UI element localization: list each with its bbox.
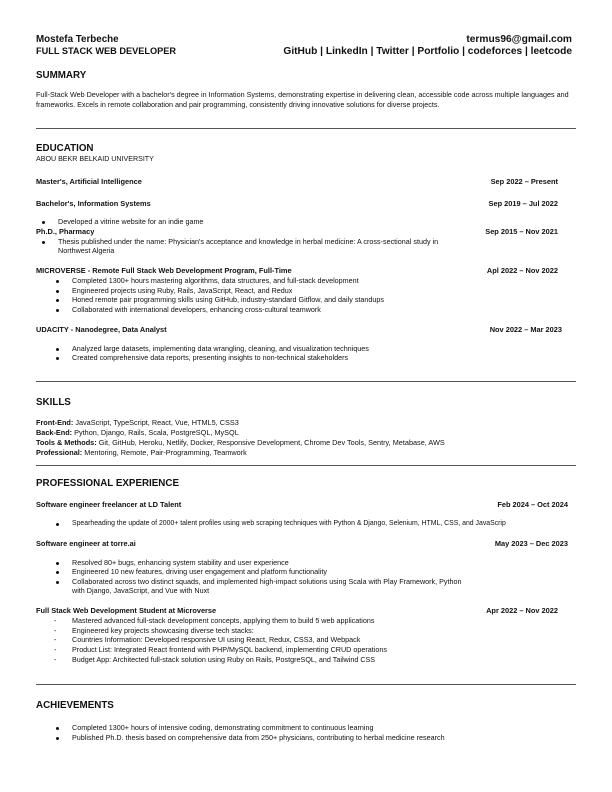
list-item: Developed a vitrine website for an indie game [58, 217, 203, 227]
list-item: Analyzed large datasets, implementing data wrangling, cleaning, and visualization techniques [72, 344, 369, 354]
school-name: ABOU BEKR BELKAID UNIVERSITY [36, 155, 154, 163]
candidate-role: FULL STACK WEB DEVELOPER [36, 46, 177, 56]
skill-tools: Tools & Methods: Git, GitHub, Heroku, Netlify, Docker, Responsive Development, Chrome Dev Tools, Sentry, Metabase, AWS [36, 438, 445, 447]
list-item-continuation: Northwest Algeria [58, 246, 115, 255]
ld-talent-dates: Feb 2024 – Oct 2024 [497, 500, 568, 509]
achievements-heading: ACHIEVEMENTS [36, 700, 114, 711]
skill-frontend: Front-End: JavaScript, TypeScript, React, Vue, HTML5, CSS3 [36, 418, 239, 427]
udacity-dates: Nov 2022 – Mar 2023 [489, 325, 562, 334]
phd-dates: Sep 2015 – Nov 2021 [485, 227, 558, 236]
masters-dates: Sep 2022 – Present [490, 177, 558, 186]
torre-title: Software engineer at torre.ai [36, 539, 136, 548]
list-item: Honed remote pair programming skills using GitHub, industry-standard Gitflow, and daily standups [72, 295, 384, 305]
list-item: Completed 1300+ hours of intensive coding, demonstrating commitment to continuous learning [72, 723, 373, 733]
summary-heading: SUMMARY [36, 70, 87, 81]
list-item: Published Ph.D. thesis based on comprehensive data from 250+ physicians, contributing to herbal medicine research [72, 733, 445, 743]
list-item: - Budget App: Architected full-stack solution using Ruby on Rails, PostgreSQL, and Tailwind CSS [54, 655, 376, 664]
microverse-program-title: MICROVERSE - Remote Full Stack Web Development Program, Full-Time [36, 266, 292, 275]
list-item: Resolved 80+ bugs, enhancing system stability and user experience [72, 558, 289, 568]
list-item: Collaborated across two distinct squads, and implemented high-impact solutions using Scala with Play Framework, Python [72, 577, 462, 587]
section-divider [36, 465, 576, 466]
list-item: - Product List: Integrated React frontend with PHP/MySQL backend, implementing CRUD operations [54, 645, 387, 654]
education-heading: EDUCATION [36, 143, 94, 154]
list-item: Engineered 10 new features, driving user engagement and platform functionality [72, 567, 327, 577]
profile-links[interactable]: GitHub | LinkedIn | Twitter | Portfolio | codeforces | leetcode [283, 46, 572, 57]
list-item: Engineered projects using Ruby, Rails, JavaScript, React, and Redux [72, 286, 292, 296]
list-item: - Countries Information: Developed responsive UI using React, Redux, CSS3, and Webpack [54, 635, 361, 644]
list-item: - Mastered advanced full-stack development concepts, applying them to build 5 web applications [54, 616, 375, 625]
udacity-title: UDACITY - Nanodegree, Data Analyst [36, 325, 167, 334]
list-item: - Engineered key projects showcasing diverse tech stacks: [54, 626, 254, 635]
skill-backend: Back-End: Python, Django, Rails, Scala, PostgreSQL, MySQL [36, 428, 239, 437]
masters-degree: Master's, Artificial Intelligence [36, 177, 142, 186]
phd-degree: Ph.D., Pharmacy [36, 227, 95, 236]
microverse-program-dates: Apl 2022 – Nov 2022 [486, 266, 558, 275]
ld-talent-title: Software engineer freelancer at LD Talent [36, 500, 182, 509]
list-item-continuation: with Django, JavaScript, and Vue with Nuxt [72, 586, 210, 595]
list-item: Spearheading the update of 2000+ talent profiles using web scraping techniques with Python & Django, Selenium, HTML, CSS, and JavaScrip [72, 519, 506, 529]
experience-heading: PROFESSIONAL EXPERIENCE [36, 478, 179, 489]
list-item: Created comprehensive data reports, presenting insights to non-technical stakeholders [72, 353, 348, 363]
torre-dates: May 2023 – Dec 2023 [494, 539, 568, 548]
section-divider [36, 684, 576, 685]
list-item: Thesis published under the name: Physician's acceptance and knowledge in herbal medicine: A cross-sectional study in [58, 237, 438, 247]
section-divider [36, 128, 576, 129]
skill-professional: Professional: Mentoring, Remote, Pair-Programming, Teamwork [36, 448, 247, 457]
bachelors-dates: Sep 2019 – Jul 2022 [488, 199, 558, 208]
email-link[interactable]: termus96@gmail.com [466, 34, 572, 45]
skills-heading: SKILLS [36, 397, 71, 408]
summary-text: Full-Stack Web Developer with a bachelor's degree in Information Systems, demonstrating expertise in delivering clean, accessible code across multiple languages and frameworks. Excels in remote collaboration and pair programming, consistently driving innovative solutions for diverse projects. [36, 90, 569, 109]
bachelors-degree: Bachelor's, Information Systems [36, 199, 151, 208]
list-item: Collaborated with international developers, enhancing cross-cultural teamwork [72, 305, 321, 315]
candidate-name: Mostefa Terbeche [36, 34, 119, 45]
microverse-student-dates: Apr 2022 – Nov 2022 [486, 606, 558, 615]
list-item: Completed 1300+ hours mastering algorithms, data structures, and full-stack development [72, 276, 359, 286]
microverse-student-title: Full Stack Web Development Student at Microverse [36, 606, 217, 615]
section-divider [36, 381, 576, 382]
